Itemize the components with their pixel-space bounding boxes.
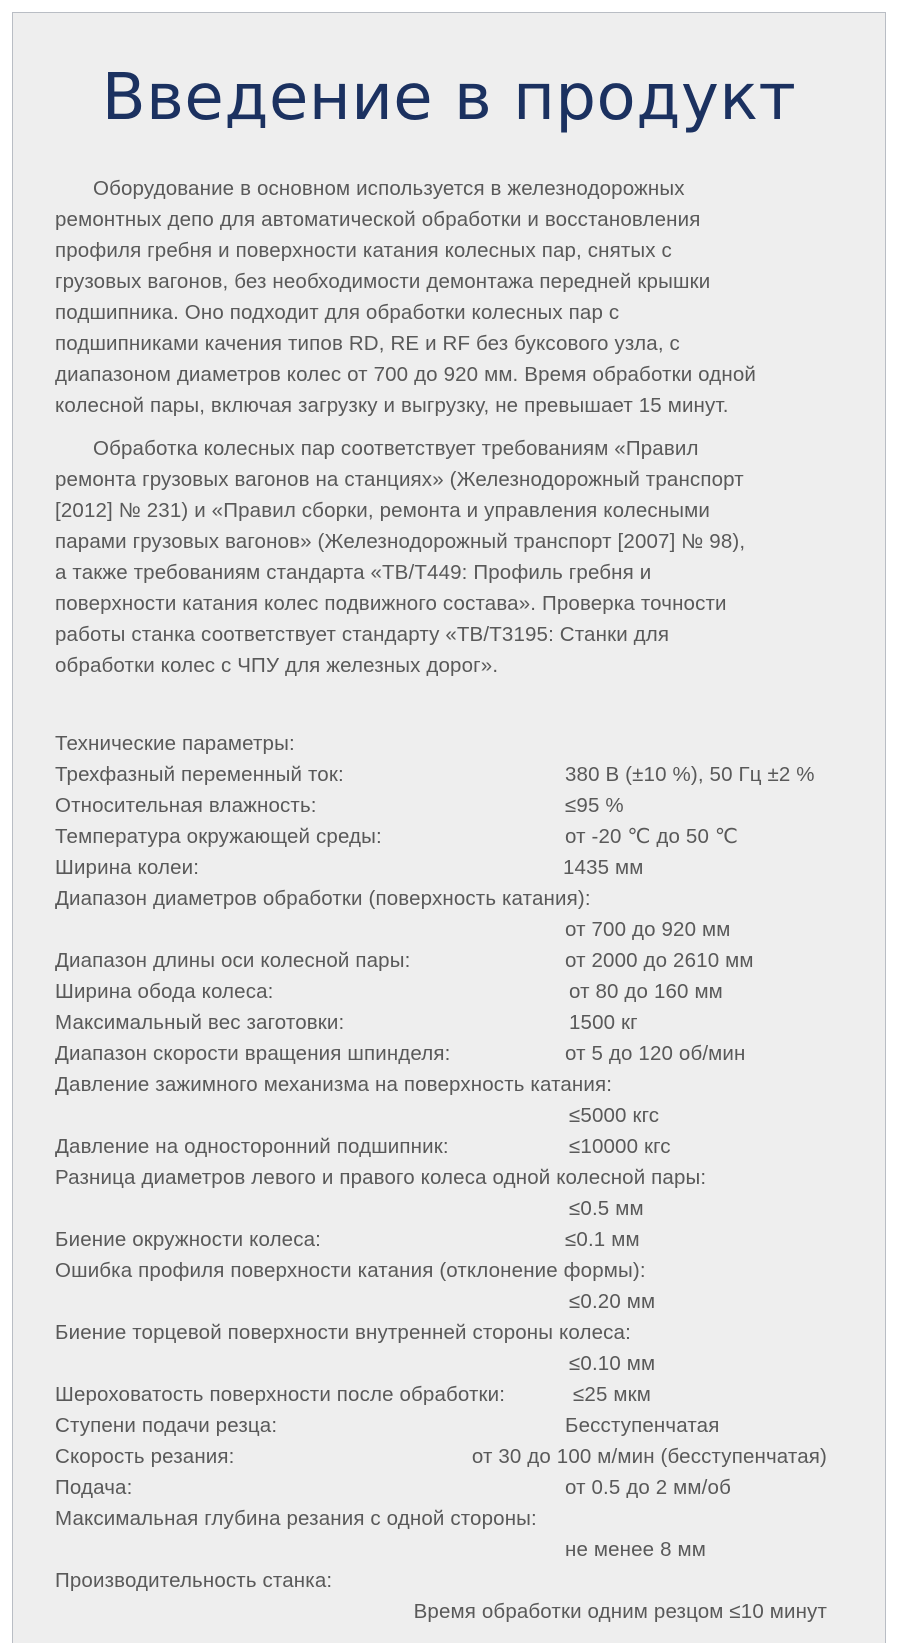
text-line: колесной пары, включая загрузку и выгрузку, не превышает 15 минут. xyxy=(55,394,729,417)
spec-label: Ширина обода колеса: xyxy=(55,980,274,1003)
spec-value: ≤0.10 мм xyxy=(569,1352,656,1375)
spec-label: Ступени подачи резца: xyxy=(55,1414,278,1437)
text-line: поверхности катания колес подвижного состава». Проверка точности xyxy=(55,592,727,615)
spec-value: от 30 до 100 м/мин (бесступенчатая) xyxy=(471,1445,827,1468)
spec-label: Разница диаметров левого и правого колеса одной колесной пары: xyxy=(55,1166,707,1189)
spec-label: Ошибка профиля поверхности катания (отклонение формы): xyxy=(55,1259,646,1282)
spec-value: не менее 8 мм xyxy=(565,1538,706,1561)
spec-value: от 5 до 120 об/мин xyxy=(565,1042,746,1065)
spec-value: от -20 ℃ до 50 ℃ xyxy=(565,825,739,848)
spec-label: Давление на односторонний подшипник: xyxy=(55,1135,449,1158)
spec-label: Диапазон диаметров обработки (поверхность катания): xyxy=(55,887,591,910)
spec-value: от 2000 до 2610 мм xyxy=(565,949,754,972)
spec-value: от 80 до 160 мм xyxy=(569,980,723,1003)
spec-label: Производительность станка: xyxy=(55,1569,333,1592)
text-line: [2012] № 231) и «Правил сборки, ремонта и управления колесными xyxy=(55,499,710,522)
spec-label: Температура окружающей среды: xyxy=(55,825,382,848)
spec-value: ≤95 % xyxy=(565,794,624,817)
spec-label: Скорость резания: xyxy=(55,1445,235,1468)
text-line: диапазоном диаметров колес от 700 до 920 мм. Время обработки одной xyxy=(55,363,756,386)
spec-value: ≤0.1 мм xyxy=(565,1228,640,1251)
spec-value: 380 В (±10 %), 50 Гц ±2 % xyxy=(565,763,815,786)
spec-label: Давление зажимного механизма на поверхность катания: xyxy=(55,1073,613,1096)
text-line: обработки колес с ЧПУ для железных дорог». xyxy=(55,654,499,677)
spec-label: Диапазон длины оси колесной пары: xyxy=(55,949,411,972)
text-line: работы станка соответствует стандарту «TB/T3195: Станки для xyxy=(55,623,670,646)
text-line: грузовых вагонов, без необходимости демонтажа передней крышки xyxy=(55,270,711,293)
spec-label: Биение торцевой поверхности внутренней стороны колеса: xyxy=(55,1321,631,1344)
spec-label: Максимальная глубина резания с одной стороны: xyxy=(55,1507,537,1530)
spec-value: Бесступенчатая xyxy=(565,1414,720,1437)
spec-label: Биение окружности колеса: xyxy=(55,1228,322,1251)
spec-value: ≤5000 кгс xyxy=(569,1104,660,1127)
text-line: подшипниками качения типов RD, RE и RF без буксового узла, с xyxy=(55,332,680,355)
spec-value: от 700 до 920 мм xyxy=(565,918,731,941)
spec-value: Время обработки одним резцом ≤10 минут xyxy=(413,1600,827,1623)
spec-value: 1500 кг xyxy=(569,1011,638,1034)
intro-paragraph xyxy=(55,173,865,421)
spec-value: ≤0.5 мм xyxy=(569,1197,644,1220)
text-line: парами грузовых вагонов» (Железнодорожный транспорт [2007] № 98), xyxy=(55,530,746,553)
spec-value: ≤10000 кгс xyxy=(569,1135,671,1158)
product-intro-card xyxy=(12,12,886,1643)
text-line: подшипника. Оно подходит для обработки колесных пар с xyxy=(55,301,620,324)
spec-value: ≤25 мкм xyxy=(573,1383,651,1406)
spec-label: Диапазон скорости вращения шпинделя: xyxy=(55,1042,451,1065)
specs-heading: Технические параметры: xyxy=(55,732,295,755)
standards-paragraph xyxy=(55,433,865,681)
spec-label: Шероховатость поверхности после обработки: xyxy=(55,1383,506,1406)
spec-value: от 0.5 до 2 мм/об xyxy=(565,1476,731,1499)
spec-label: Подача: xyxy=(55,1476,133,1499)
spec-label: Ширина колеи: xyxy=(55,856,200,879)
spec-value: ≤0.20 мм xyxy=(569,1290,656,1313)
page-title: Введение в продукт xyxy=(101,61,797,135)
text-line: ремонта грузовых вагонов на станциях» (Железнодорожный транспорт xyxy=(55,468,744,491)
text-line: Обработка колесных пар соответствует требованиям «Правил xyxy=(93,437,699,460)
text-line: ремонтных депо для автоматической обработки и восстановления xyxy=(55,208,701,231)
spec-label: Трехфазный переменный ток: xyxy=(55,763,344,786)
spec-label: Максимальный вес заготовки: xyxy=(55,1011,345,1034)
spec-value: 1435 мм xyxy=(563,856,644,879)
text-line: Оборудование в основном используется в железнодорожных xyxy=(93,177,685,200)
text-line: профиля гребня и поверхности катания колесных пар, снятых с xyxy=(55,239,672,262)
spec-label: Относительная влажность: xyxy=(55,794,317,817)
text-line: а также требованиям стандарта «TB/T449: Профиль гребня и xyxy=(55,561,652,584)
